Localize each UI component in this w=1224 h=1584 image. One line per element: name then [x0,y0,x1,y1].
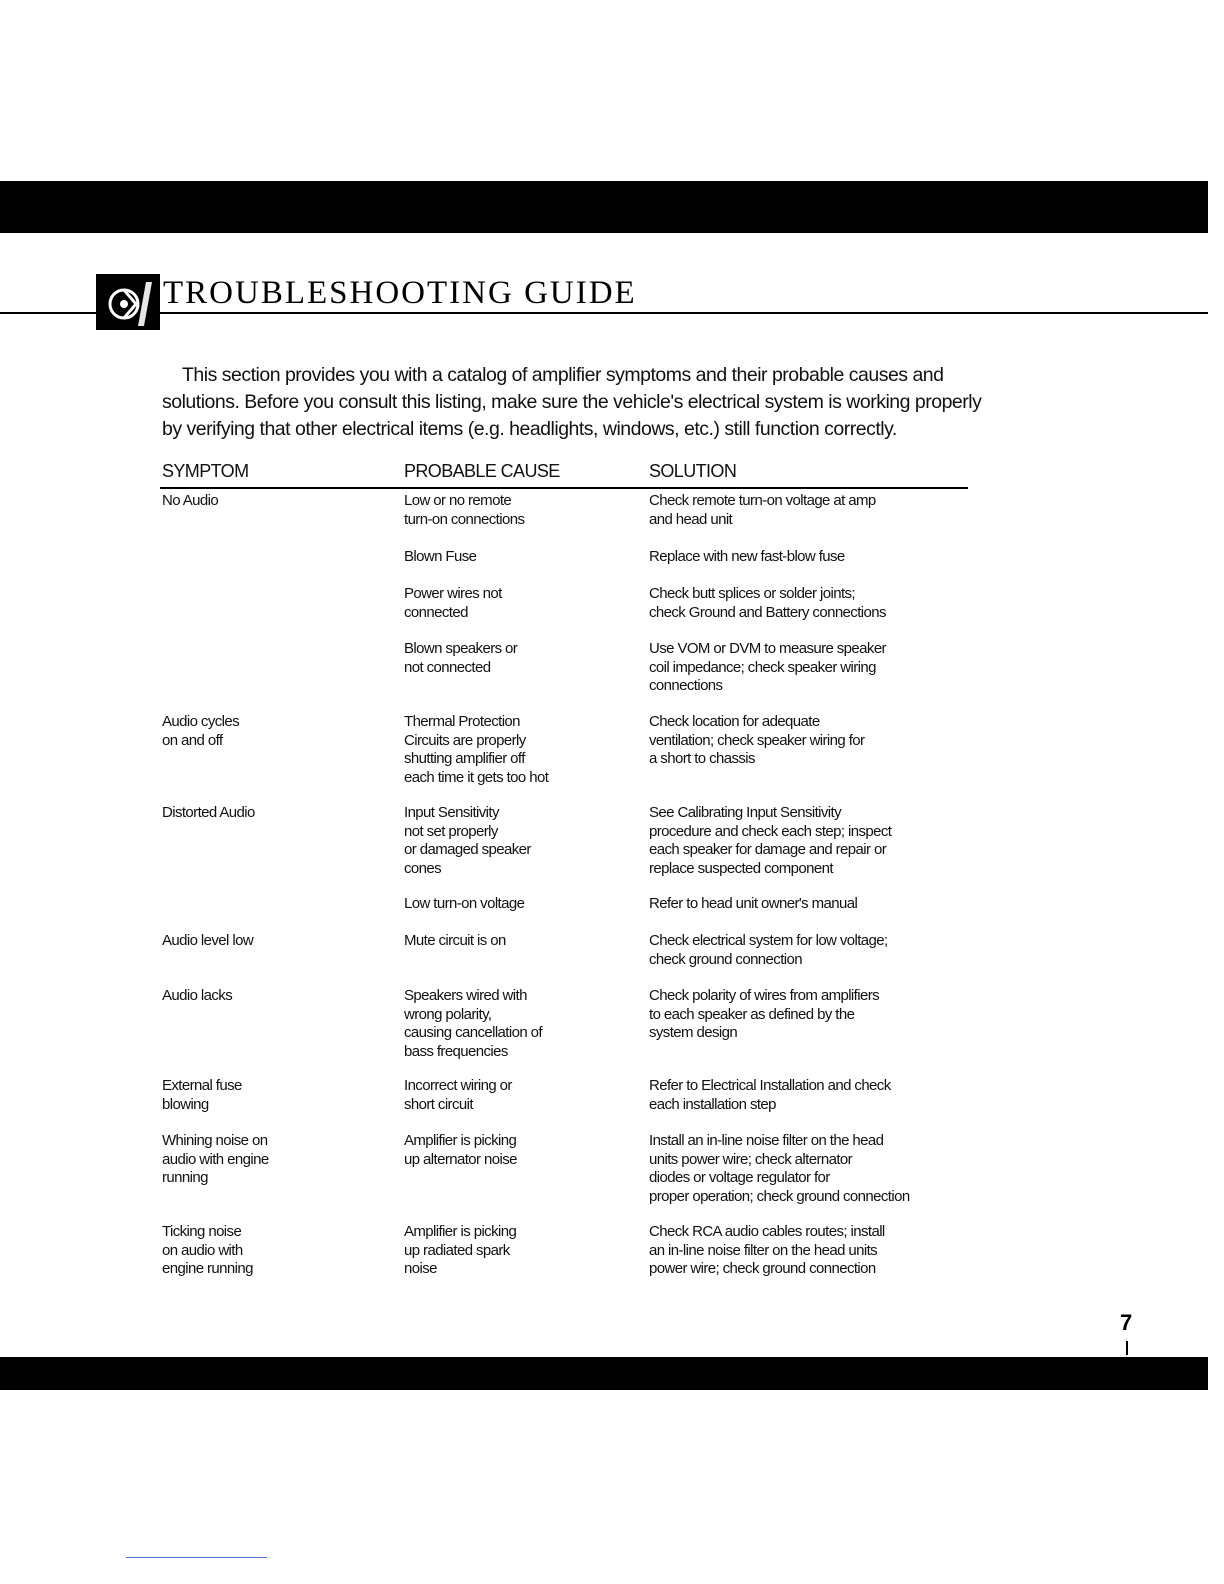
row-solution: Check location for adequate ventilation; check speaker wiring for a short to chassis [649,713,865,767]
row-solution: Check RCA audio cables routes; install an in-line noise filter on the head units power wire; check ground connection [649,1223,885,1277]
row-cause: Low or no remote turn-on connections [404,492,525,528]
page-number: 7 [1120,1310,1133,1335]
row-symptom: External fuse blowing [162,1077,242,1113]
column-header-solution: SOLUTION [649,461,737,481]
row-solution: Refer to Electrical Installation and check each installation step [649,1077,891,1113]
row-symptom: Distorted Audio [162,804,255,821]
row-solution: Use VOM or DVM to measure speaker coil impedance; check speaker wiring connections [649,640,886,694]
row-solution: Install an in-line noise filter on the head units power wire; check alternator diodes or voltage regulator for proper operation; check ground connection [649,1132,910,1205]
row-solution: Check remote turn-on voltage at amp and head unit [649,492,876,528]
footer-underline [126,1557,267,1558]
page-number-tick [1126,1341,1128,1355]
header-rule [160,487,968,489]
row-symptom: Audio cycles on and off [162,713,240,749]
row-solution: Check polarity of wires from amplifiers to each speaker as defined by the system design [649,987,880,1041]
row-symptom: No Audio [162,492,219,509]
row-cause: Amplifier is picking up radiated spark noise [404,1223,517,1277]
row-solution: Replace with new fast-blow fuse [649,548,845,565]
row-solution: Check butt splices or solder joints; check Ground and Battery connections [649,585,886,621]
row-cause: Thermal Protection Circuits are properly shutting amplifier off each time it gets too hot [404,713,549,786]
section-logo [96,274,160,330]
speaker-logo-icon [96,274,160,330]
row-solution: See Calibrating Input Sensitivity procedure and check each step; inspect each speaker for damage and repair or replace suspected component [649,804,892,877]
row-cause: Mute circuit is on [404,932,506,949]
row-solution: Check electrical system for low voltage; check ground connection [649,932,888,968]
row-symptom: Audio level low [162,932,254,949]
top-black-band [0,181,1208,233]
intro-paragraph: This section provides you with a catalog of amplifier symptoms and their probable causes and solutions. Before you consult this listing, make sure the vehicle's electrical system is working properly by verifying that other electrical items (e.g. headlights, windows, etc.) still function correctly. [162,363,982,440]
row-symptom: Audio lacks [162,987,233,1004]
bottom-black-band [0,1357,1208,1390]
row-cause: Low turn-on voltage [404,895,525,912]
column-header-symptom: SYMPTOM [162,461,249,481]
row-cause: Incorrect wiring or short circuit [404,1077,512,1113]
row-cause: Power wires not connected [404,585,502,621]
title-rule [0,312,1208,314]
row-cause: Speakers wired with wrong polarity, causing cancellation of bass frequencies [404,987,542,1060]
row-cause: Amplifier is picking up alternator noise [404,1132,517,1168]
row-solution: Refer to head unit owner's manual [649,895,858,912]
column-header-cause: PROBABLE CAUSE [404,461,560,481]
row-symptom: Ticking noise on audio with engine running [162,1223,253,1277]
row-cause: Blown Fuse [404,548,477,565]
row-cause: Blown speakers or not connected [404,640,518,676]
row-cause: Input Sensitivity not set properly or damaged speaker cones [404,804,531,877]
row-symptom: Whining noise on audio with engine running [162,1132,269,1186]
page-title: TROUBLESHOOTING GUIDE [163,275,637,311]
